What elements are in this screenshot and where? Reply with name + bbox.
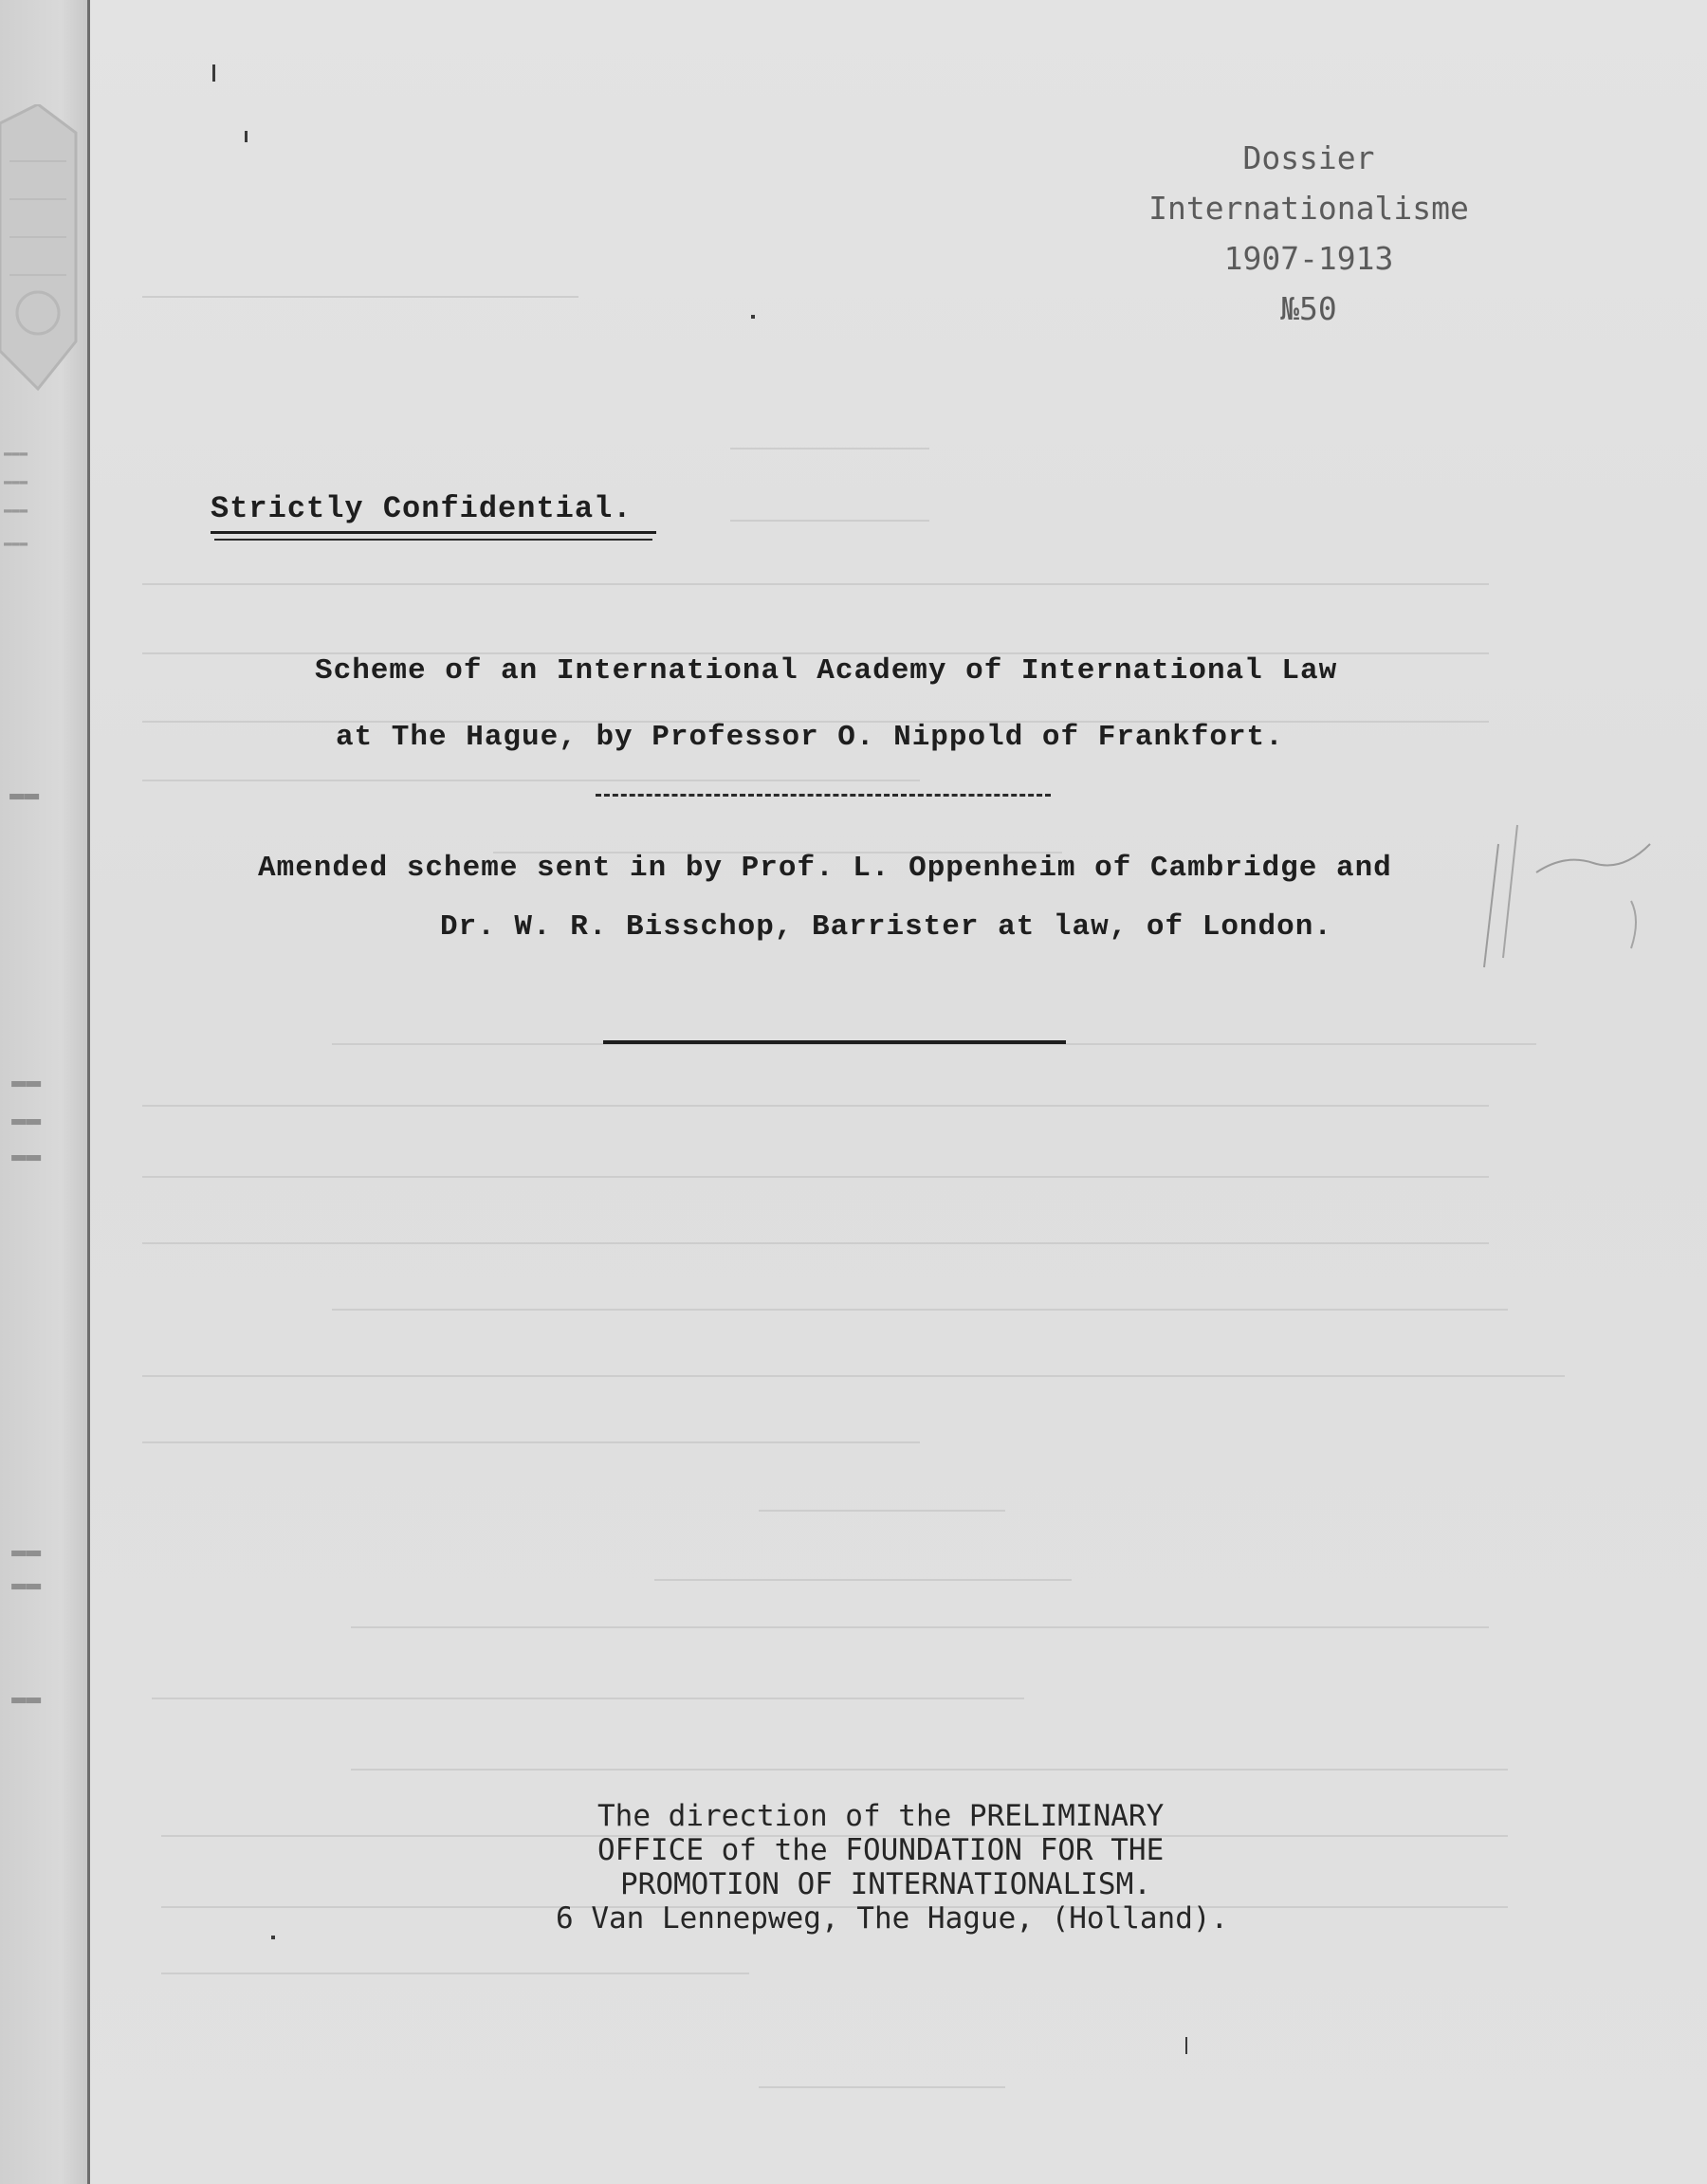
footer-address-block — [556, 1799, 1228, 1936]
ink-speck — [212, 64, 215, 82]
show-through-rule — [332, 1309, 1508, 1311]
show-through-rule — [142, 583, 1489, 585]
ink-speck — [245, 131, 248, 142]
heading-underline — [211, 531, 656, 534]
footer-line-3: PROMOTION OF INTERNATIONALISM. — [620, 1867, 1151, 1901]
show-through-rule — [730, 448, 929, 450]
show-through-rule — [351, 1769, 1508, 1771]
show-through-rule — [161, 1973, 749, 1974]
footer-line-4: 6 Van Lennepweg, The Hague, (Holland). — [556, 1901, 1229, 1936]
confidential-heading: Strictly Confidential. — [211, 491, 633, 526]
footer-line-1: The direction of the PRELIMINARY — [597, 1799, 1165, 1833]
show-through-rule — [730, 520, 929, 522]
page-edge — [87, 0, 90, 2184]
show-through-rule — [351, 1626, 1489, 1628]
show-through-rule — [759, 2086, 1005, 2088]
pencil-annotation-icon — [1460, 816, 1679, 977]
ink-speck — [271, 1936, 275, 1939]
show-through-rule — [759, 1510, 1005, 1512]
archive-stamp — [1119, 133, 1498, 334]
show-through-rule — [142, 296, 578, 298]
title-line-2: at The Hague, by Professor O. Nippold of Frankfort. — [336, 721, 1284, 754]
show-through-rule — [142, 1176, 1489, 1178]
show-through-rule — [142, 780, 920, 781]
show-through-rule — [152, 1698, 1024, 1699]
dashed-separator — [596, 794, 1051, 797]
show-through-rule — [142, 1242, 1489, 1244]
closing-rule — [603, 1040, 1066, 1044]
stamp-line-2: Internationalisme — [1148, 190, 1469, 227]
stamp-line-1: Dossier — [1242, 139, 1375, 176]
amended-line-2: Dr. W. R. Bisschop, Barrister at law, of London. — [440, 910, 1332, 944]
heading-double-underline — [214, 539, 652, 541]
show-through-rule — [142, 1105, 1489, 1107]
show-through-rule — [142, 1375, 1565, 1377]
show-through-rule — [142, 1441, 920, 1443]
stamp-line-3: 1907-1913 — [1223, 240, 1394, 277]
title-line-1: Scheme of an International Academy of International Law — [315, 654, 1338, 688]
adjacent-page-fragments: ▬▬▬ ▬▬▬ ▬▬▬ ▬▬▬ ▬▬ ▬▬ ▬▬ ▬▬ ▬▬ ▬▬ ▬▬ — [4, 446, 42, 1712]
stamp-line-4: №50 — [1280, 290, 1337, 327]
ink-speck — [751, 315, 755, 319]
ink-speck — [1185, 2037, 1187, 2054]
amended-line-1: Amended scheme sent in by Prof. L. Oppenheim of Cambridge and — [258, 852, 1392, 885]
show-through-rule — [654, 1579, 1072, 1581]
footer-line-2: OFFICE of the FOUNDATION FOR THE — [597, 1833, 1165, 1867]
